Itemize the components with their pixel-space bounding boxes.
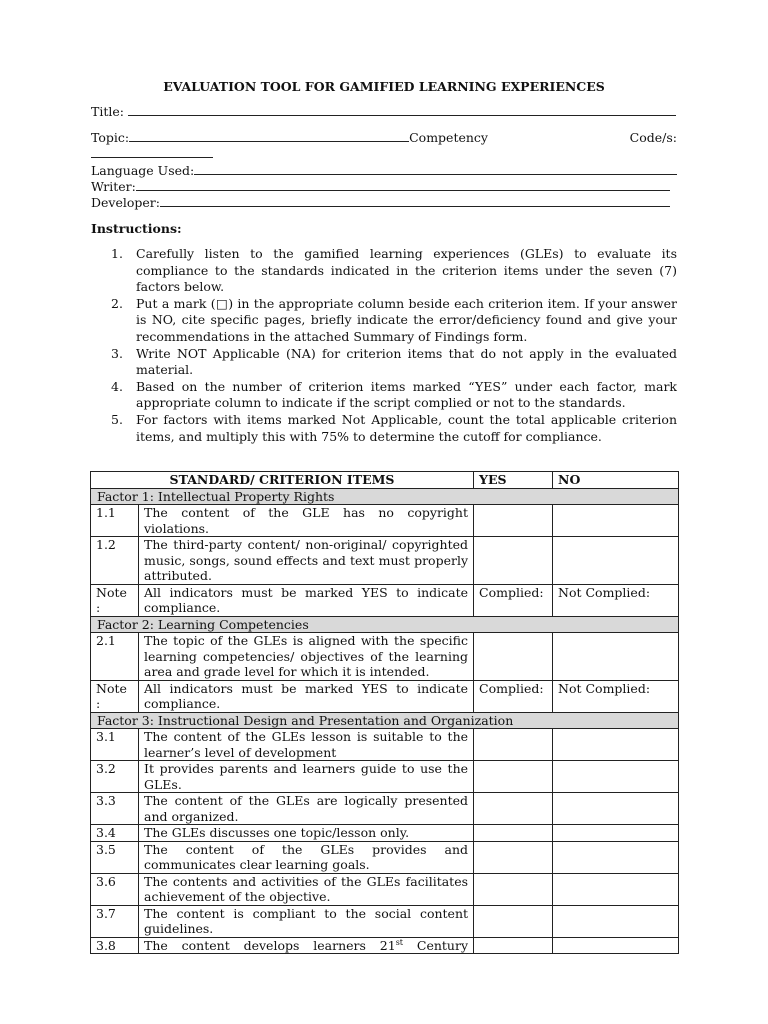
table-row bbox=[91, 505, 679, 537]
yes-cell[interactable] bbox=[474, 729, 553, 761]
complied-cell[interactable]: Complied: bbox=[474, 584, 553, 616]
note-row bbox=[91, 584, 679, 616]
item-criterion: It provides parents and learners guide to use the GLEs. bbox=[139, 761, 474, 793]
item-number: 1.1 bbox=[91, 505, 139, 537]
note-label: Note : bbox=[91, 584, 139, 616]
title-field bbox=[91, 104, 677, 120]
yes-cell[interactable] bbox=[474, 841, 553, 873]
item-number: 3.7 bbox=[91, 905, 139, 937]
no-cell[interactable] bbox=[553, 905, 679, 937]
table-row bbox=[91, 825, 679, 842]
instructions-heading: Instructions: bbox=[91, 221, 182, 236]
table-row bbox=[91, 633, 679, 681]
table-row bbox=[91, 761, 679, 793]
note-text: All indicators must be marked YES to indicate compliance. bbox=[139, 584, 474, 616]
item-number: 3.4 bbox=[91, 825, 139, 842]
item-criterion: The content of the GLEs lesson is suitable to the learner’s level of development bbox=[139, 729, 474, 761]
developer-field bbox=[91, 195, 677, 211]
no-cell[interactable] bbox=[553, 505, 679, 537]
item-criterion: The content of the GLE has no copyright violations. bbox=[139, 505, 474, 537]
yes-cell[interactable] bbox=[474, 793, 553, 825]
table-row bbox=[91, 937, 679, 954]
language-blank[interactable] bbox=[194, 163, 677, 175]
no-cell[interactable] bbox=[553, 761, 679, 793]
complied-cell[interactable]: Complied: bbox=[474, 680, 553, 712]
yes-cell[interactable] bbox=[474, 633, 553, 681]
item-criterion: The topic of the GLEs is aligned with the specific learning competencies/ objectives of the learning area and grade level for which it is intended. bbox=[139, 633, 474, 681]
yes-cell[interactable] bbox=[474, 505, 553, 537]
document-title: EVALUATION TOOL FOR GAMIFIED LEARNING EXPERIENCES bbox=[163, 79, 605, 94]
factor-3-title: Factor 3: Instructional Design and Presentation and Organization bbox=[91, 712, 679, 729]
item-number: 3.8 bbox=[91, 937, 139, 954]
no-cell[interactable] bbox=[553, 633, 679, 681]
not-complied-cell[interactable]: Not Complied: bbox=[553, 680, 679, 712]
competency-label: Competency bbox=[409, 130, 488, 145]
item-number: 3.5 bbox=[91, 841, 139, 873]
topic-blank[interactable] bbox=[129, 130, 409, 142]
no-cell[interactable] bbox=[553, 937, 679, 954]
instruction-item: 5. For factors with items marked Not Applicable, count the total applicable criterion items, and multiply this with 75% to determine the cutoff for compliance. bbox=[111, 411, 677, 444]
language-field bbox=[91, 163, 677, 179]
criteria-header: STANDARD/ CRITERION ITEMS bbox=[91, 472, 474, 489]
factor-1-title: Factor 1: Intellectual Property Rights bbox=[91, 488, 679, 505]
factor-row bbox=[91, 712, 679, 729]
item-criterion: The third-party content/ non-original/ copyrighted music, songs, sound effects and text must properly attributed. bbox=[139, 537, 474, 585]
item-criterion: The content of the GLEs provides and communicates clear learning goals. bbox=[139, 841, 474, 873]
table-row bbox=[91, 905, 679, 937]
yes-header: YES bbox=[474, 472, 553, 489]
item-number: 3.6 bbox=[91, 873, 139, 905]
item-number: 3.3 bbox=[91, 793, 139, 825]
title-label: Title: bbox=[91, 104, 124, 119]
writer-label: Writer: bbox=[91, 179, 136, 194]
item-number: 3.2 bbox=[91, 761, 139, 793]
item-criterion: The content develops learners 21st Century bbox=[139, 937, 474, 954]
item-criterion: The GLEs discusses one topic/lesson only. bbox=[139, 825, 474, 842]
item-criterion: The content is compliant to the social content guidelines. bbox=[139, 905, 474, 937]
instruction-item: 2. Put a mark (□) in the appropriate column beside each criterion item. If your answer is NO, cite specific pages, briefly indicate the error/deficiency found and give your recommendations in the attached Summary of Findings form. bbox=[111, 295, 677, 344]
code-label: Code/s: bbox=[629, 130, 677, 145]
yes-cell[interactable] bbox=[474, 905, 553, 937]
note-row bbox=[91, 680, 679, 712]
factor-row bbox=[91, 616, 679, 633]
yes-cell[interactable] bbox=[474, 937, 553, 954]
table-header-row bbox=[91, 472, 679, 489]
yes-cell[interactable] bbox=[474, 825, 553, 842]
instructions-list bbox=[91, 246, 677, 445]
factor-2-title: Factor 2: Learning Competencies bbox=[91, 616, 679, 633]
item-number: 2.1 bbox=[91, 633, 139, 681]
table-row bbox=[91, 873, 679, 905]
table-row bbox=[91, 793, 679, 825]
note-text: All indicators must be marked YES to indicate compliance. bbox=[139, 680, 474, 712]
no-cell[interactable] bbox=[553, 793, 679, 825]
item-number: 1.2 bbox=[91, 537, 139, 585]
no-cell[interactable] bbox=[553, 841, 679, 873]
writer-field bbox=[91, 179, 677, 195]
writer-blank[interactable] bbox=[136, 179, 670, 191]
title-blank[interactable] bbox=[128, 104, 676, 116]
developer-blank[interactable] bbox=[160, 195, 670, 207]
code-blank[interactable] bbox=[91, 146, 213, 158]
instruction-item: 3. Write NOT Applicable (NA) for criterion items that do not apply in the evaluated material. bbox=[111, 345, 677, 378]
item-criterion: The content of the GLEs are logically presented and organized. bbox=[139, 793, 474, 825]
instruction-item: 1. Carefully listen to the gamified learning experiences (GLEs) to evaluate its compliance to the standards indicated in the criterion items under the seven (7) factors below. bbox=[111, 246, 677, 295]
topic-field bbox=[91, 130, 677, 146]
factor-row bbox=[91, 488, 679, 505]
note-label: Note : bbox=[91, 680, 139, 712]
instruction-item: 4. Based on the number of criterion items marked “YES” under each factor, mark appropriate column to indicate if the script complied or not to the standards. bbox=[111, 378, 677, 411]
not-complied-cell[interactable]: Not Complied: bbox=[553, 584, 679, 616]
topic-label: Topic: bbox=[91, 130, 130, 145]
table-row bbox=[91, 841, 679, 873]
item-number: 3.1 bbox=[91, 729, 139, 761]
table-row bbox=[91, 537, 679, 585]
no-header: NO bbox=[553, 472, 679, 489]
no-cell[interactable] bbox=[553, 729, 679, 761]
developer-label: Developer: bbox=[91, 195, 160, 210]
table-row bbox=[91, 729, 679, 761]
yes-cell[interactable] bbox=[474, 761, 553, 793]
code-field bbox=[91, 146, 677, 162]
yes-cell[interactable] bbox=[474, 537, 553, 585]
no-cell[interactable] bbox=[553, 537, 679, 585]
no-cell[interactable] bbox=[553, 873, 679, 905]
evaluation-table bbox=[90, 471, 679, 954]
item-criterion: The contents and activities of the GLEs facilitates achievement of the objective. bbox=[139, 873, 474, 905]
no-cell[interactable] bbox=[553, 825, 679, 842]
language-label: Language Used: bbox=[91, 163, 195, 178]
yes-cell[interactable] bbox=[474, 873, 553, 905]
